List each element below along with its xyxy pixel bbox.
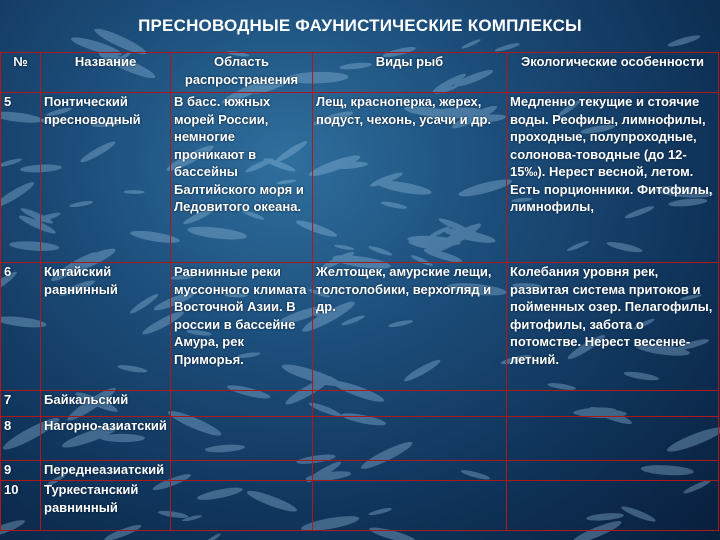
table-row xyxy=(1,93,719,263)
row-ecology xyxy=(507,481,719,531)
row-name: Понтический пресноводный xyxy=(41,93,171,263)
row-name: Китайский равнинный xyxy=(41,263,171,391)
table-row xyxy=(1,461,719,481)
table-row xyxy=(1,391,719,417)
row-name: Переднеазиатский xyxy=(41,461,171,481)
row-area: Равнинные реки муссонного климата Восточной Азии. В россии в бассейне Амура, рек Приморья. xyxy=(171,263,313,391)
row-species xyxy=(313,391,507,417)
header-species: Виды рыб xyxy=(313,53,507,93)
row-ecology: Колебания уровня рек, развитая система притоков и пойменных озер. Пелагофилы, фитофилы, забота о потомстве. Нерест весенне-летний. xyxy=(507,263,719,391)
row-ecology: Медленно текущие и стоячие воды. Реофилы, лимнофилы, проходные, полупроходные, солонова-товодные (до 12-15‰). Нерест весной, летом. Есть порционники. Фитофилы, лимнофилы, xyxy=(507,93,719,263)
row-species xyxy=(313,481,507,531)
header-name: Название xyxy=(41,53,171,93)
table-row xyxy=(1,417,719,461)
row-num: 5 xyxy=(1,93,41,263)
row-num: 10 xyxy=(1,481,41,531)
table-row xyxy=(1,481,719,531)
row-species xyxy=(313,417,507,461)
row-num: 7 xyxy=(1,391,41,417)
row-species: Желтощек, амурские лещи, толстолобики, верхогляд и др. xyxy=(313,263,507,391)
fish-silhouette xyxy=(461,38,482,50)
row-area xyxy=(171,461,313,481)
row-area: В басс. южных морей России, немногие проникают в бассейны Балтийского моря и Ледовитого океана. xyxy=(171,93,313,263)
row-species xyxy=(313,461,507,481)
row-area xyxy=(171,417,313,461)
row-ecology xyxy=(507,461,719,481)
row-name: Нагорно-азиатский xyxy=(41,417,171,461)
header-area: Область распространения xyxy=(171,53,313,93)
row-ecology xyxy=(507,417,719,461)
page-title: ПРЕСНОВОДНЫЕ ФАУНИСТИЧЕСКИЕ КОМПЛЕКСЫ xyxy=(138,16,582,35)
row-area xyxy=(171,391,313,417)
fauna-table xyxy=(0,52,719,531)
row-species: Лещ, красноперка, жерех, подуст, чехонь, усачи и др. xyxy=(313,93,507,263)
row-ecology xyxy=(507,391,719,417)
row-num: 8 xyxy=(1,417,41,461)
header-num: № xyxy=(1,53,41,93)
row-name: Байкальский xyxy=(41,391,171,417)
header-ecology: Экологические особенности xyxy=(507,53,719,93)
row-name: Туркестанский равнинный xyxy=(41,481,171,531)
table-row xyxy=(1,263,719,391)
fish-silhouette xyxy=(202,532,221,540)
table-header-row xyxy=(1,53,719,93)
row-num: 6 xyxy=(1,263,41,391)
row-area xyxy=(171,481,313,531)
row-num: 9 xyxy=(1,461,41,481)
